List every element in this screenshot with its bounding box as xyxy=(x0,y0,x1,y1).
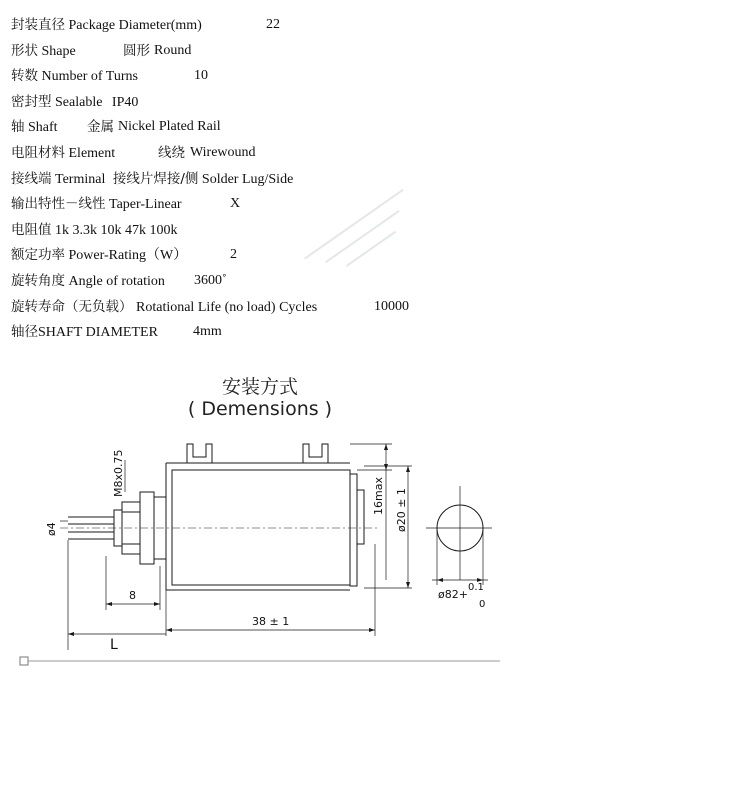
label-16max: 16max xyxy=(372,477,385,515)
spec-cn-label: 形状 xyxy=(11,42,38,59)
label-length-8: 8 xyxy=(129,589,136,602)
spec-value: Nickel Plated Rail xyxy=(118,119,221,135)
solder-lug-left xyxy=(187,444,212,463)
spec-en-label: Shaft xyxy=(28,120,58,136)
spec-en-label: Element xyxy=(68,145,116,161)
spec-cn-label: 封装直径 xyxy=(11,17,65,33)
spec-cn-label: 输出特性－线性 xyxy=(11,196,106,213)
spec-value: 2 xyxy=(230,247,237,263)
spec-en-label: Taper-Linear xyxy=(109,197,182,213)
spec-value: Wirewound xyxy=(190,144,256,160)
label-length-38: 38 ± 1 xyxy=(252,615,290,628)
spec-value: X xyxy=(230,196,241,212)
spec-cn-label: 旋转寿命（无负载） xyxy=(11,298,133,315)
spec-cn-label: 电阻值 xyxy=(11,221,52,238)
spec-en-label: Number of Turns xyxy=(41,69,138,85)
label-tolerance-upper: 0.1 xyxy=(468,582,484,593)
rule-handle[interactable] xyxy=(20,657,28,665)
spec-en-label: Package Diameter(mm) xyxy=(68,18,202,33)
label-tolerance-lower: 0 xyxy=(479,599,486,610)
spec-value-cn: 圆形 xyxy=(123,42,150,59)
spec-cn-label: 额定功率 xyxy=(11,247,65,264)
spec-value-cn: 接线片焊接/侧 xyxy=(112,170,199,187)
spec-value-cn: 金属 xyxy=(87,119,114,136)
spec-cn-label: 密封型 xyxy=(11,93,52,110)
label-thread: M8x0.75 xyxy=(112,449,125,497)
spec-value-cn: 线绕 xyxy=(158,144,185,161)
spec-cn-label: 旋转角度 xyxy=(11,272,65,289)
spec-en-label: Shape xyxy=(41,43,76,59)
potentiometer-body xyxy=(172,470,350,585)
spec-en-label: Sealable xyxy=(55,94,103,110)
spec-cn-label: 电阻材料 xyxy=(11,144,65,161)
label-shaft-diameter: ø4 xyxy=(45,522,58,536)
label-diameter-20: ø20 ± 1 xyxy=(395,488,408,532)
spec-cn-label: 接线端 xyxy=(11,170,52,187)
spec-value: Round xyxy=(154,42,192,58)
label-length-L: L xyxy=(110,637,118,653)
spec-cn-label: 转数 xyxy=(11,68,38,85)
spec-value: 3600˚ xyxy=(194,272,227,288)
spec-cn-label: 轴 xyxy=(11,119,25,136)
label-diameter-82: ø82+ xyxy=(438,588,468,601)
solder-lug-right xyxy=(303,444,328,463)
spec-value: 10 xyxy=(194,68,208,84)
spec-en-label: Angle of rotation xyxy=(68,273,165,289)
spec-cn-label: 轴径 xyxy=(11,324,38,341)
spec-en-label: Rotational Life (no load) Cycles xyxy=(136,299,318,315)
spec-en-label: Power-Rating（W） xyxy=(68,248,188,264)
spec-en-label: Terminal xyxy=(55,171,106,187)
spec-value: 22 xyxy=(266,17,280,32)
spec-value: Solder Lug/Side xyxy=(201,171,294,187)
spec-en-label: SHAFT DIAMETER xyxy=(38,325,158,341)
spec-value: IP40 xyxy=(111,94,139,110)
drawing-title-cn: 安装方式 xyxy=(221,376,298,398)
spec-value: 10000 xyxy=(374,298,409,314)
spec-value: 4mm xyxy=(193,324,222,340)
spec-en-label: 1k 3.3k 10k 47k 100k xyxy=(55,222,178,238)
drawing-title-en: ( Demensions ) xyxy=(187,398,333,420)
